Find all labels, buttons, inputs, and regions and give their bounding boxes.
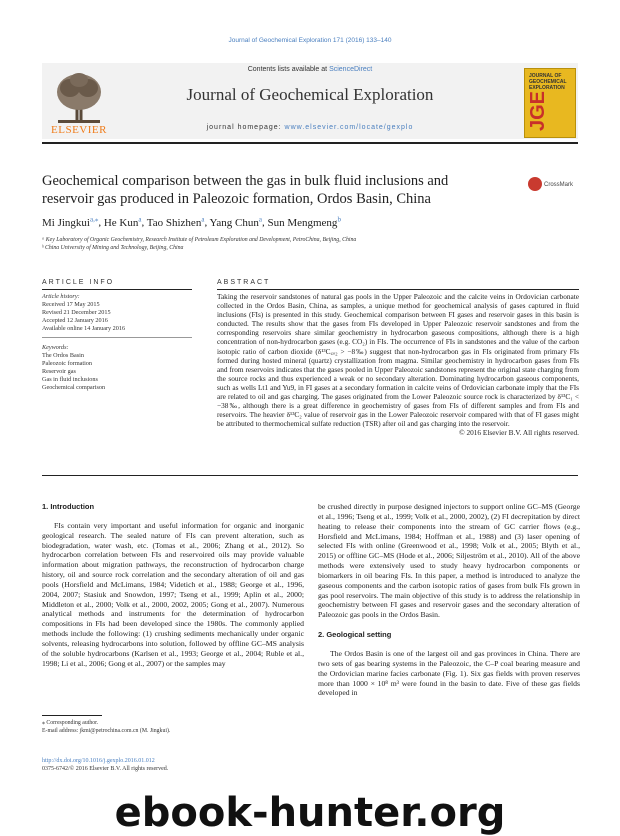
cover-jge: JGE — [527, 90, 549, 131]
contents-prefix: Contents lists available at — [247, 66, 330, 73]
author[interactable]: Yang Chun$^a$ — [209, 215, 262, 229]
abstract-bottom-rule — [42, 475, 578, 476]
crossmark-icon[interactable] — [528, 177, 542, 191]
article-info — [42, 293, 192, 392]
section-heading-introduction: 1. Introduction — [42, 502, 95, 511]
history-item: Received 17 May 2015 — [42, 301, 100, 308]
sciencedirect-link[interactable]: ScienceDirect — [329, 66, 373, 73]
journal-title: Journal of Geochemical Exploration — [186, 85, 434, 104]
homepage-prefix: journal homepage: — [206, 124, 285, 131]
author-list: Mi Jingkui$^{a,⁎}$, He Kun$^a$, Tao Shizhen$^a$, Yang Chun$^a$, Sun Mengmeng$^b$ — [42, 215, 341, 229]
corresponding-author-note: ⁎ Corresponding author. — [42, 720, 99, 726]
body-right-column — [318, 502, 580, 698]
keyword: Paleozoic formation — [42, 360, 92, 367]
keyword: Reservoir gas — [42, 368, 76, 375]
abstract — [217, 292, 579, 438]
issn-line: 0375-6742/© 2016 Elsevier B.V. All rights reserved. — [42, 765, 169, 772]
history-item: Revised 21 December 2015 — [42, 309, 111, 316]
info-divider — [42, 337, 192, 339]
article-info-rule — [42, 289, 192, 290]
abstract-rule — [217, 289, 579, 290]
abstract-heading: ABSTRACT — [217, 279, 271, 286]
history-item: Available online 14 January 2016 — [42, 325, 126, 332]
history-item: Accepted 12 January 2016 — [42, 317, 108, 324]
author[interactable]: Sun Mengmeng$^b$ — [267, 215, 341, 229]
author[interactable]: He Kun$^a$ — [103, 215, 142, 229]
homepage-link[interactable]: www.elsevier.com/locate/gexplo — [284, 124, 414, 131]
abstract-copyright: © 2016 Elsevier B.V. All rights reserved. — [459, 428, 579, 438]
section-heading-geological-setting: 2. Geological setting — [318, 630, 392, 640]
watermark: ebook-hunter.org — [114, 790, 506, 836]
article-info-heading: ARTICLE INFO — [42, 279, 115, 286]
paragraph: be crushed directly in purpose designed injectors to support online GC–MS (George et al., 1996; Tseng et al., 1999; Volk et al., 2000, 2002), (2) FI decrepitation by direct heating to release their components into the stream of GC carrier flows (e.g., Horsfield and McLimans, 1984; Hoffman et al., 1988) and (3) laser opening of selected FIs with online (Greenwood et al., 1998; Volk et al., 2005; Blyth et al., 2015) or offline GC–MS (Hode et al., 2006; Siljeström et al., 2010). All of the above methods were extensively used to study heavy hydrocarbon components or biomarkers in oil bearing FIs. In this paper, a method is introduced to analyze the gaseous components and the carbon isotopic ratios of gases from bulk FIs grown in gas pool reservoirs. The main objective of this study is to address the relationship in geochemistry between FI gases and reservoir gases and the secondary alteration of Paleozoic gas pools in the Ordos Basin. — [318, 502, 580, 620]
abstract-text: Taking the reservoir sandstones of natural gas pools in the Upper Paleozoic and the calcite veins in Ordovician carbonate collected in the Ordos Basin, China, as samples, a unique method for geochemical analysis of gases captured in fluid inclusions (FIs) is presented in this study. Geochemical comparison between FI gases and reservoir gases in this basin is conducted. The results show that the gases from FIs developed in Upper Paleozoic reservoir sandstones and from the corresponding reservoirs share similar geochemistry in hydrocarbon gaseous compositions, although there is a high concentration of non-hydrocarbon gases (e.g. CO₂) in FIs. The occurrence of FIs in sandstones and the value of the carbon isotopic ratio of carbon dioxide (δ¹³C꜀ₒ₂ > −8‰) suggest that non-hydrocarbon gas in FIs originated from primary FIs formed during hosted mineral (quartz) crystallization from magma. Similar geochemistry in hydrocarbon gases from FIs and from reservoirs indicates that the gases pooled in Upper Paleozoic sandstones represent the original state charging from the source rocks and thus experienced a weak or no secondary alteration. Dominating hydrocarbon gaseous components, such as wells Lt1 and Yu9, in FI gases at a secondary formation in calcite veins of Ordovician carbonate imply that the FIs are related to oil and gas charging. The gases originated from the Lower Paleozoic source rock is characterized by δ¹³C₁ < −38‰, although there is a great difference in geochemistry of gases from FIs of different samples and from FIs and reservoirs. The heavier δ¹³C₂ value of reservoir gas in the Lower Paleozoic reservoir compared with that of FI gases might be attributed to thermochemical sulfate reduction (TSR) after oil and gas charging into the reservoir. — [217, 292, 579, 429]
journal-reference[interactable]: Journal of Geochemical Exploration 171 (2016) 133–140 — [228, 37, 392, 44]
email-note[interactable]: E-mail address: jkmi@petrochina.com.cn (M. Jingkui). — [42, 727, 171, 734]
journal-cover-thumbnail[interactable] — [524, 68, 576, 138]
header-rule — [42, 142, 578, 144]
keyword: Gas in fluid inclusions — [42, 376, 98, 383]
keyword: The Ordos Basin — [42, 352, 84, 359]
keyword: Geochemical comparison — [42, 384, 106, 391]
affiliation-b: ᵇ China University of Mining and Technology, Beijing, China — [42, 245, 184, 251]
footnote-rule — [42, 715, 102, 716]
doi-block — [42, 758, 168, 773]
affiliation-a: ᵃ Key Laboratory of Organic Geochemistry, Research Institute of Petroleum Exploration and Development, PetroChina, Beijing, China — [42, 237, 357, 243]
author[interactable]: Mi Jingkui$^{a,⁎}$ — [42, 215, 99, 229]
article-title: Geochemical comparison between the gas in bulk fluid inclusions and reservoir gas produced in Paleozoic formation, Ordos Basin, China — [42, 173, 449, 207]
body-left-column — [42, 502, 304, 669]
history-label: Article history: — [42, 293, 80, 300]
crossmark-label[interactable]: CrossMark — [544, 182, 574, 188]
footnote — [42, 720, 302, 735]
cover-title: JOURNAL OF GEOCHEMICAL EXPLORATION — [529, 73, 567, 91]
elsevier-wordmark: ELSEVIER — [51, 124, 107, 136]
keywords-label: Keywords: — [42, 344, 69, 351]
author[interactable]: Tao Shizhen$^a$ — [146, 215, 205, 229]
paragraph: FIs contain very important and useful information for organic and inorganic geological research. The sealed nature of FIs can prevent alteration, such as biodegradation, water wash, etc. (Tomas et al., 2006; Zhang et al., 2012). So hydrocarbon correlation between FIs and reservoired oils may provide valuable information about migration pathways, the reconstruction of hydrocarbon charge history, oil and source rock correlation and the secondary alteration of oil and gas pools (Horsfield and McLimans, 1984; Videtich et al., 1988; George et al., 1996, 2004, 2007; Stasiuk and Snowdon, 1997; Tseng et al., 1999; Aplin et al., 2000; Middleton et al., 2000; Volk et al., 2000, 2002, 2005; Gong et al., 2007). Numerous analytical methods and instruments for the determination of hydrocarbon compositions in FIs had been developed since the 1980s. The commonly applied methods include the following: (1) crushing sediments mechanically under organic solvents, releasing hydrocarbons into solution, followed by offline GC–MS analysis of the soluble hydrocarbons (Karlsen et al., 1993; George et al., 2004; Ruble et al., 1998; Li et al., 2006; Gong et al., 2007) or the samples may — [42, 520, 304, 668]
paragraph: The Ordos Basin is one of the largest oil and gas provinces in China. There are two sets of gas bearing systems in the Paleozoic, the C–P coal bearing measure and the Ordovician marine facies carbonate (Fig. 1). Six gas fields with proven reserves more than 1000 × 10⁸ m³ were found in the basin to date. Five of these gas fields developed in — [318, 648, 580, 698]
doi-link[interactable]: http://dx.doi.org/10.1016/j.gexplo.2016.01.012 — [42, 758, 155, 764]
